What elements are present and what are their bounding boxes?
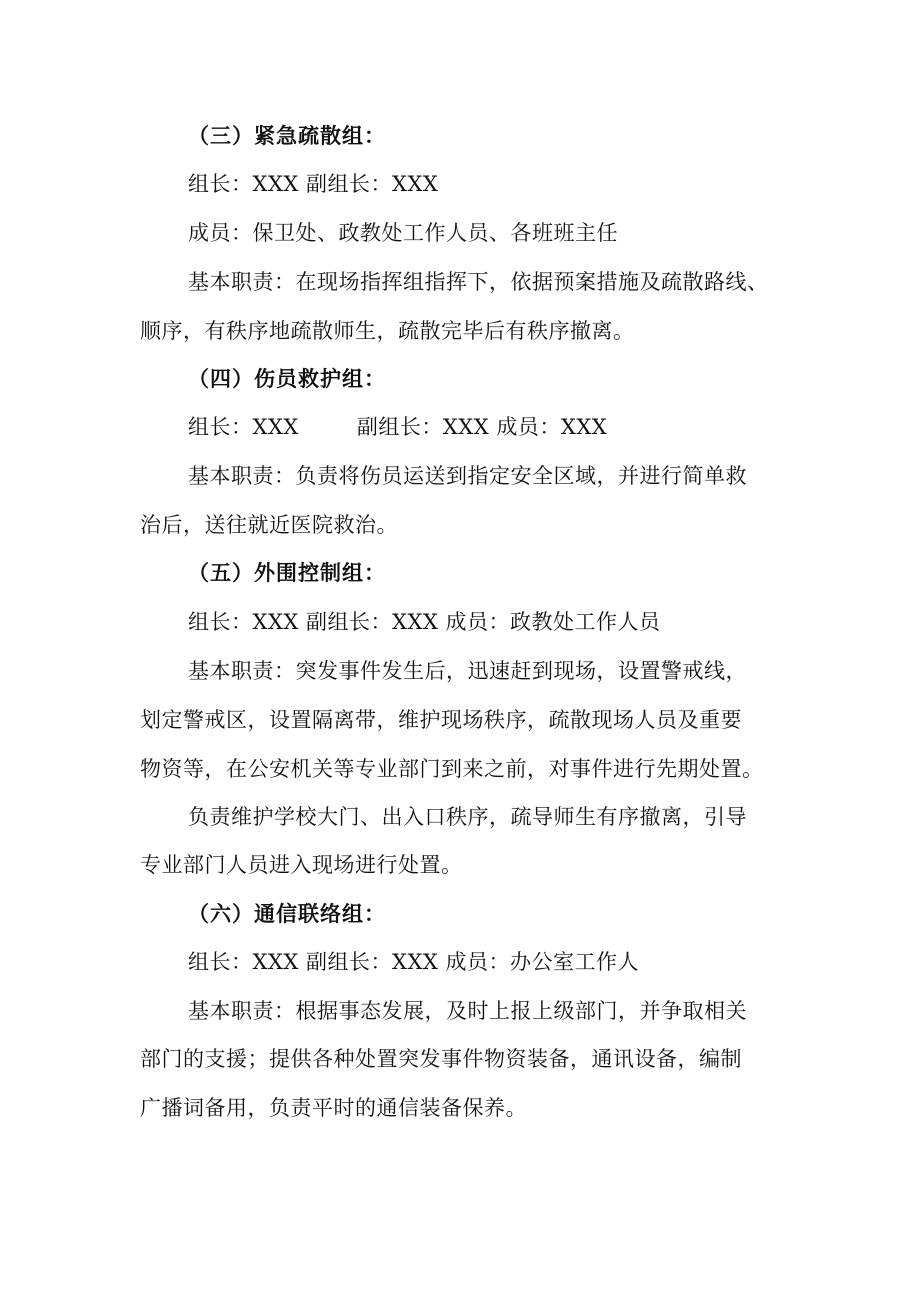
perimeter-leaders: 组长：XXX 副组长：XXX 成员：政教处工作人员 [188, 610, 661, 634]
evacuation-duty-line: 基本职责：在现场指挥组指挥下，依据预案措施及疏散路线、 [188, 270, 769, 294]
perimeter-duty-line: 基本职责：突发事件发生后，迅速赶到现场，设置警戒线， [188, 659, 747, 683]
rescue-deputy-members: 副组长：XXX 成员：XXX [356, 415, 608, 439]
section-heading-perimeter: （五）外围控制组： [188, 561, 386, 585]
rescue-duty-line: 基本职责：负责将伤员运送到指定安全区域，并进行简单救 [188, 464, 747, 488]
perimeter-extra-line: 专业部门人员进入现场进行处置。 [140, 853, 463, 877]
perimeter-duty-line: 物资等，在公安机关等专业部门到来之前，对事件进行先期处置。 [140, 757, 764, 781]
perimeter-duty-line: 划定警戒区，设置隔离带，维护现场秩序，疏散现场人员及重要 [140, 708, 742, 732]
section-heading-communication: （六）通信联络组： [188, 902, 386, 926]
communication-duty-line: 部门的支援；提供各种处置突发事件物资装备，通讯设备，编制 [140, 1047, 742, 1071]
rescue-duty-line: 治后，送往就近医院救治。 [140, 513, 398, 537]
rescue-leaders [188, 412, 607, 442]
communication-leaders: 组长：XXX 副组长：XXX 成员：办公室工作人 [188, 950, 640, 974]
evacuation-duty-line: 顺序，有秩序地疏散师生，疏散完毕后有秩序撤离。 [140, 319, 635, 343]
section-heading-rescue: （四）伤员救护组： [188, 367, 386, 391]
evacuation-members: 成员：保卫处、政教处工作人员、各班班主任 [188, 221, 618, 245]
perimeter-extra-line: 负责维护学校大门、出入口秩序，疏导师生有序撤离，引导 [188, 805, 747, 829]
rescue-leader: 组长：XXX [188, 415, 299, 439]
communication-duty-line: 基本职责：根据事态发展，及时上报上级部门，并争取相关 [188, 999, 747, 1023]
communication-duty-line: 广播词备用，负责平时的通信装备保养。 [140, 1096, 527, 1120]
evacuation-leaders: 组长：XXX 副组长：XXX [188, 172, 439, 196]
section-heading-evacuation: （三）紧急疏散组： [188, 124, 386, 148]
